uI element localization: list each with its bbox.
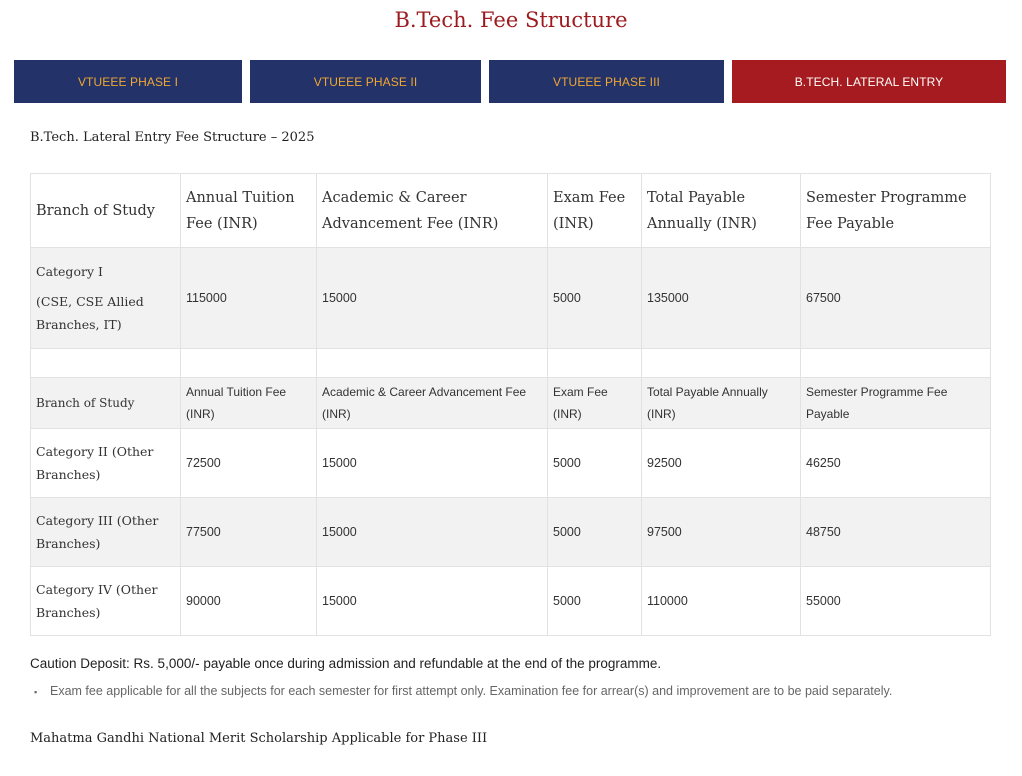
header-cell: Total Payable Annually (INR) [642,174,801,248]
spacer-row [31,349,991,378]
phase-tabs [0,60,1022,103]
tab-btech-lateral-entry[interactable]: B.TECH. LATERAL ENTRY [732,60,1006,103]
empty-cell [181,349,317,378]
value-cell: 48750 [801,498,991,567]
header-cell: Annual Tuition Fee (INR) [181,378,317,429]
exam-fee-note [34,684,892,698]
caution-deposit-note: Caution Deposit: Rs. 5,000/- payable once during admission and refundable at the end of the programme. [30,656,662,671]
table-row [31,429,991,498]
bullet-icon: ▪ [34,687,38,697]
value-cell: 110000 [642,567,801,636]
value-cell: 67500 [801,248,991,349]
scholarship-note: Mahatma Gandhi National Merit Scholarship Applicable for Phase III [30,731,488,746]
header-cell: Exam Fee (INR) [548,378,642,429]
tab-vtueee-phase-1[interactable]: VTUEEE PHASE I [14,60,242,103]
tab-vtueee-phase-2[interactable]: VTUEEE PHASE II [250,60,481,103]
value-cell: 55000 [801,567,991,636]
table-row [31,248,991,349]
value-cell: 72500 [181,429,317,498]
section-subtitle: B.Tech. Lateral Entry Fee Structure – 2025 [30,130,315,145]
table-row [31,567,991,636]
value-cell: 5000 [548,567,642,636]
value-cell: 15000 [317,248,548,349]
empty-cell [642,349,801,378]
header-cell: Semester Programme Fee Payable [801,378,991,429]
value-cell: 5000 [548,248,642,349]
header-cell: Branch of Study [31,378,181,429]
header-cell: Semester Programme Fee Payable [801,174,991,248]
tab-vtueee-phase-3[interactable]: VTUEEE PHASE III [489,60,724,103]
header-cell: Academic & Career Advancement Fee (INR) [317,174,548,248]
value-cell: 46250 [801,429,991,498]
category-cell: Category III (Other Branches) [31,498,181,567]
empty-cell [317,349,548,378]
header-cell: Branch of Study [31,174,181,248]
value-cell: 5000 [548,498,642,567]
header-cell: Annual Tuition Fee (INR) [181,174,317,248]
table-header-row [31,174,991,248]
empty-cell [801,349,991,378]
exam-fee-text: Exam fee applicable for all the subjects for each semester for first attempt only. Examination fee for arrear(s) and improvement are to be paid separately. [50,684,893,698]
category-name: Category I [36,264,103,279]
header-cell: Academic & Career Advancement Fee (INR) [317,378,548,429]
value-cell: 77500 [181,498,317,567]
value-cell: 15000 [317,498,548,567]
category-cell [31,248,181,349]
header-cell: Exam Fee (INR) [548,174,642,248]
value-cell: 92500 [642,429,801,498]
value-cell: 15000 [317,429,548,498]
value-cell: 97500 [642,498,801,567]
value-cell: 135000 [642,248,801,349]
page-title: B.Tech. Fee Structure [394,8,628,32]
empty-cell [31,349,181,378]
category-cell: Category IV (Other Branches) [31,567,181,636]
header-cell: Total Payable Annually (INR) [642,378,801,429]
category-branches: (CSE, CSE Allied Branches, IT) [36,294,144,332]
value-cell: 115000 [181,248,317,349]
value-cell: 5000 [548,429,642,498]
table-row [31,498,991,567]
table-subheader-row [31,378,991,429]
value-cell: 15000 [317,567,548,636]
fee-table [30,173,991,636]
value-cell: 90000 [181,567,317,636]
empty-cell [548,349,642,378]
category-cell: Category II (Other Branches) [31,429,181,498]
